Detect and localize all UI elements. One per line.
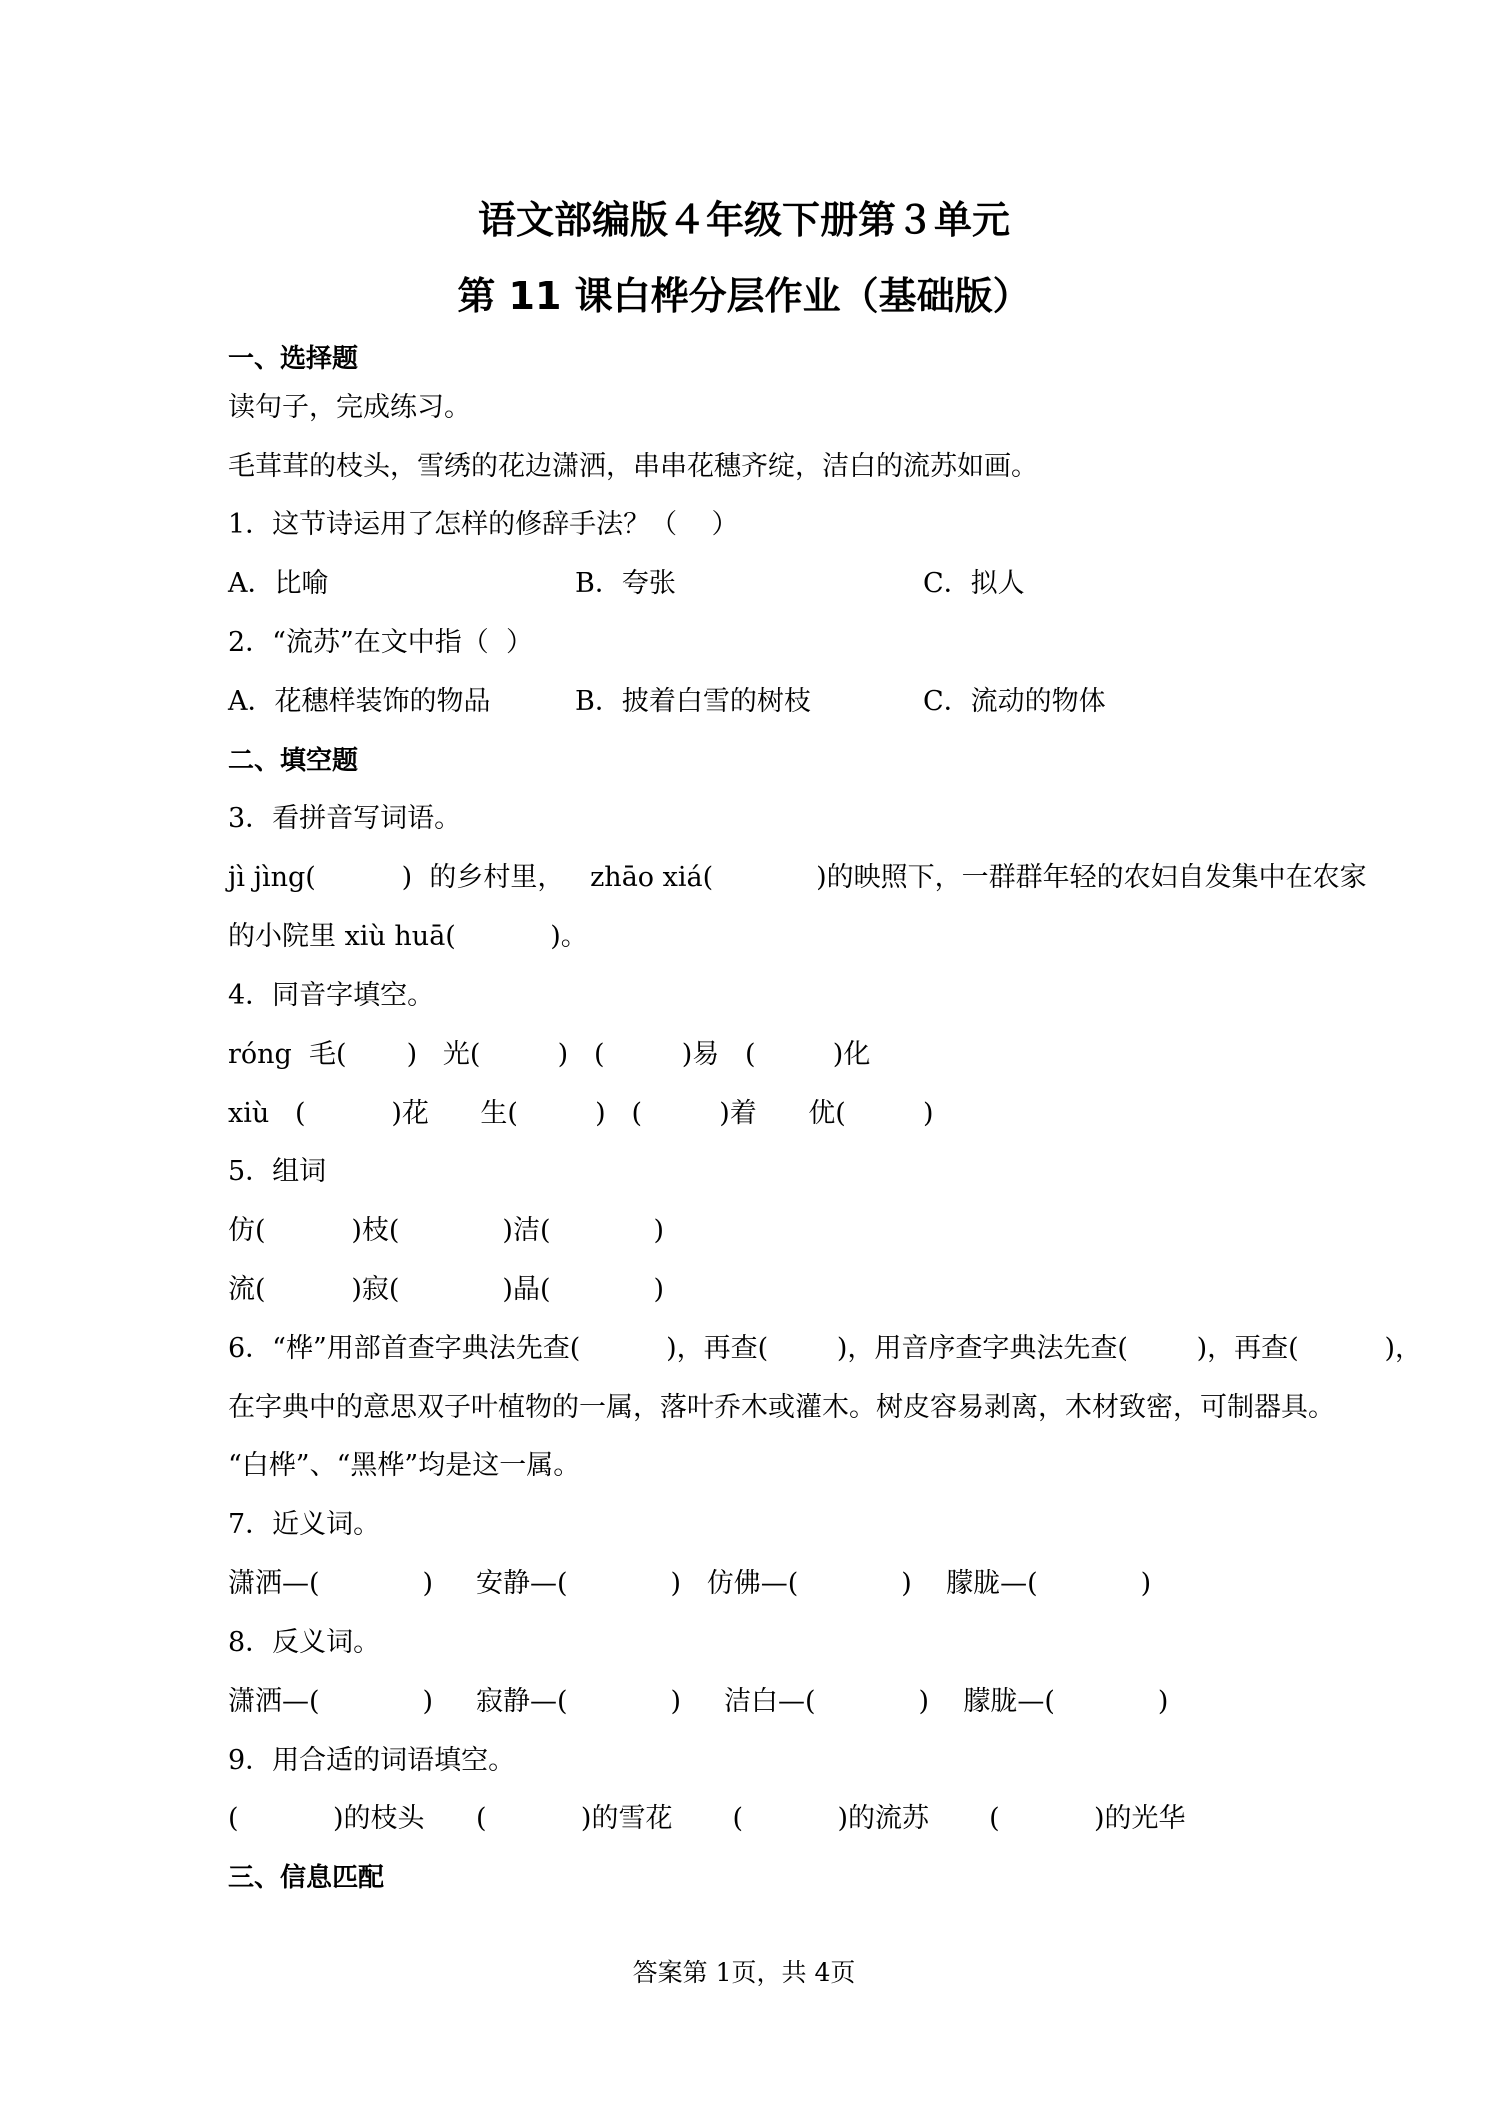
page-title: 语文部编版４年级下册第３单元 <box>477 198 1010 242</box>
page-footer: 答案第 1页，共 4页 <box>632 1958 856 1987</box>
section-heading-choice: 一、选择题 <box>228 344 359 374</box>
question-7-line: 潇洒—( ) 安静—( ) 仿佛—( ) 朦胧—( ) <box>228 1568 1152 1599</box>
question-2-option-c: C．流动的物体 <box>923 686 1106 717</box>
question-3-line-2: 的小院里 xiù huā( )。 <box>228 921 588 952</box>
question-8-line: 潇洒—( ) 寂静—( ) 洁白—( ) 朦胧—( ) <box>228 1686 1169 1717</box>
question-3-stem: 3．看拼音写词语。 <box>228 803 462 834</box>
question-4-line-2: xiù ( )花 生( ) ( )着 优( ) <box>228 1098 934 1129</box>
question-2-option-b: B．披着白雪的树枝 <box>575 686 811 717</box>
question-9-line: ( )的枝头 ( )的雪花 ( )的流苏 ( )的光华 <box>228 1803 1186 1834</box>
question-1-stem: 1．这节诗运用了怎样的修辞手法？（ ） <box>228 509 739 540</box>
question-6-line-3: “白桦”、“黑桦”均是这一属。 <box>228 1450 581 1481</box>
poem-passage: 毛茸茸的枝头，雪绣的花边潇洒，串串花穗齐绽，洁白的流苏如画。 <box>228 451 1038 482</box>
question-9-stem: 9．用合适的词语填空。 <box>228 1745 516 1776</box>
question-5-line-1: 仿( )枝( )洁( ) <box>228 1215 665 1246</box>
question-6-line-1: 6．“桦”用部首查字典法先查( )，再查( )，用音序查字典法先查( )，再查( )， <box>228 1333 1423 1364</box>
question-4-line-1: róng 毛( ) 光( ) ( )易 ( )化 <box>228 1039 871 1070</box>
section-heading-fill-blank: 二、填空题 <box>228 746 359 776</box>
page-subtitle: 第 11 课白桦分层作业（基础版） <box>457 274 1031 318</box>
question-6-line-2: 在字典中的意思双子叶植物的一属，落叶乔木或灌木。树皮容易剥离，木材致密，可制器具。 <box>228 1392 1335 1423</box>
question-3-line-1: jì jìng( ) 的乡村里， zhāo xiá( )的映照下，一群群年轻的农妇自发集中在农家 <box>228 862 1367 893</box>
question-1-option-c: C．拟人 <box>923 568 1025 599</box>
question-1-option-a: A．比喻 <box>228 568 329 599</box>
question-8-stem: 8．反义词。 <box>228 1627 381 1658</box>
question-1-option-b: B．夸张 <box>575 568 676 599</box>
question-7-stem: 7．近义词。 <box>228 1509 381 1540</box>
question-2-option-a: A．花穗样装饰的物品 <box>228 686 491 717</box>
question-5-line-2: 流( )寂( )晶( ) <box>228 1274 665 1305</box>
question-4-stem: 4．同音字填空。 <box>228 980 435 1011</box>
question-5-stem: 5．组词 <box>228 1156 327 1187</box>
instruction-text: 读句子，完成练习。 <box>228 392 471 423</box>
section-heading-matching: 三、信息匹配 <box>228 1863 385 1893</box>
question-2-stem: 2．“流苏”在文中指（ ） <box>228 627 533 658</box>
